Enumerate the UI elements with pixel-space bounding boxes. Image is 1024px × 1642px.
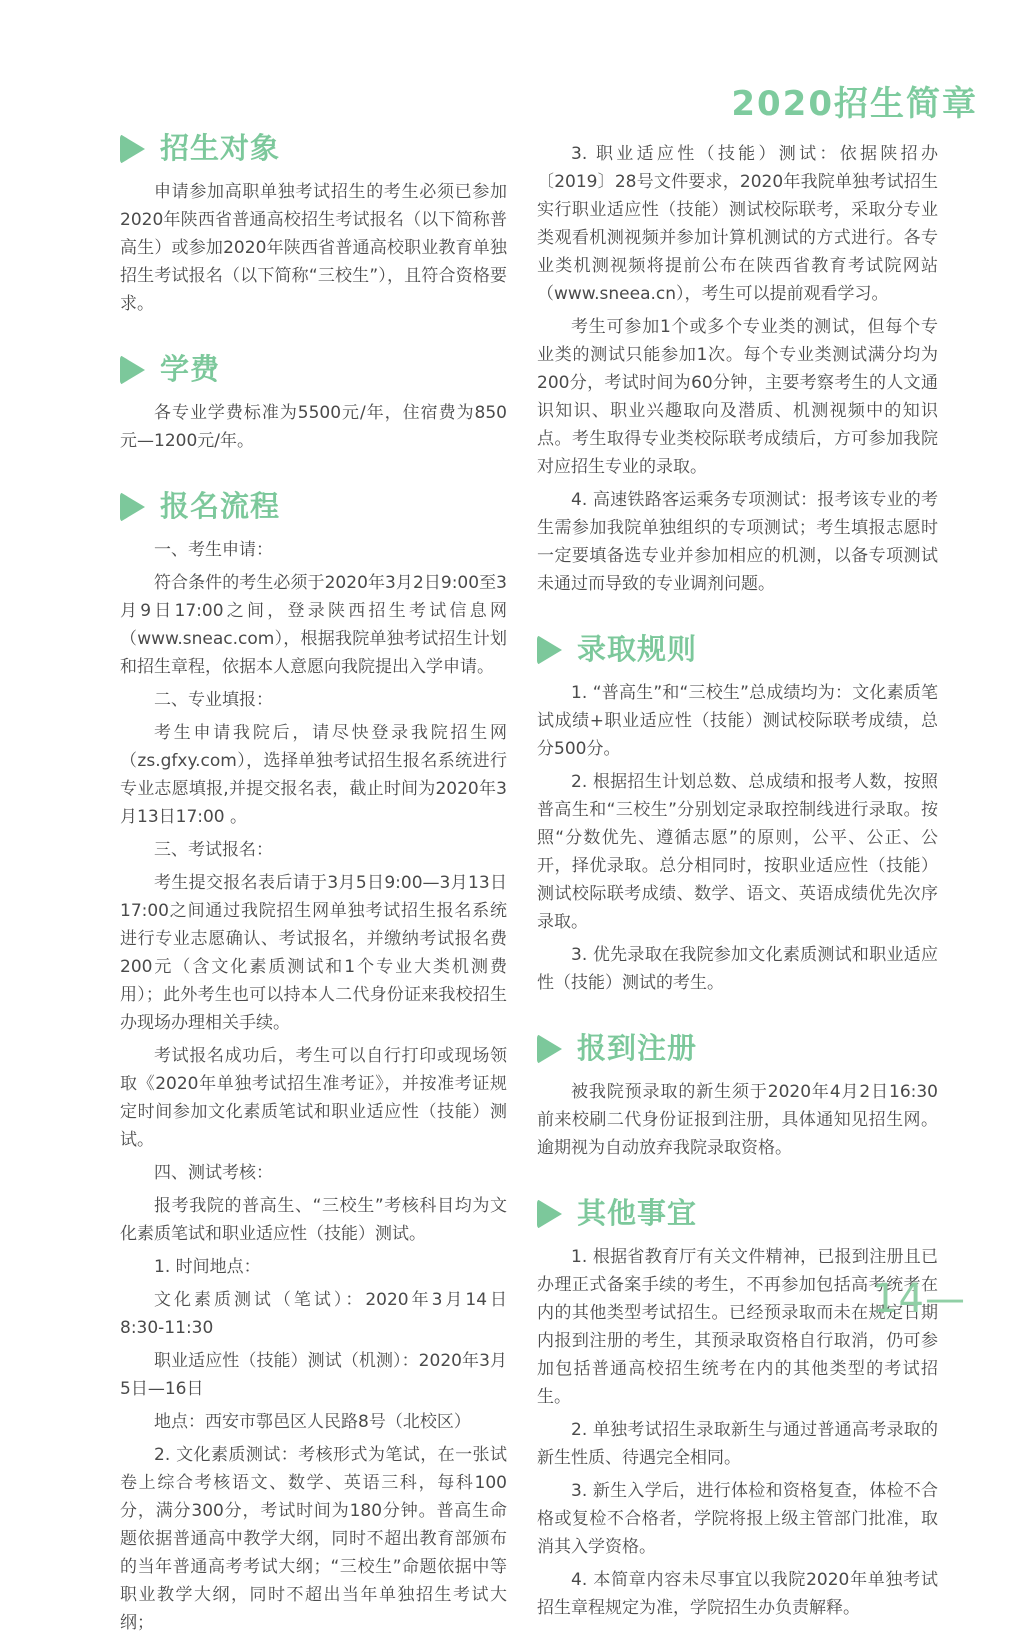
left-column — [120, 133, 507, 1642]
triangle-bullet-icon — [120, 355, 145, 385]
triangle-bullet-icon — [120, 134, 145, 164]
paragraph: 考生申请我院后，请尽快登录我院招生网（zs.gfxy.com），选择单独考试招生报名系统进行专业志愿填报,并提交报名表，截止时间为2020年3月13日17:00 。 — [120, 722, 507, 827]
paragraph: 2. 单独考试招生录取新生与通过普通高考录取的新生性质、待遇完全相同。 — [537, 1419, 938, 1468]
paragraph: 申请参加高职单独考试招生的考生必须已参加2020年陕西省普通高校招生考试报名（以下简称普高生）或参加2020年陕西省普通高校职业教育单独招生考试报名（以下简称“三校生”），且符合资格要求。 — [120, 181, 507, 314]
section-heading-other-matters — [537, 1195, 938, 1230]
paragraph: 一、考生申请： — [154, 539, 273, 560]
paragraph: 四、测试考核： — [154, 1162, 273, 1183]
paragraph: 报考我院的普高生、“三校生”考核科目均为文化素质笔试和职业适应性（技能）测试。 — [120, 1195, 507, 1244]
paragraph: 职业适应性（技能）测试（机测）：2020年3月5日—16日 — [120, 1350, 507, 1399]
paragraph: 4. 高速铁路客运乘务专项测试：报考该专业的考生需参加我院单独组织的专项测试；考生填报志愿时一定要填备选专业并参加相应的机测，以备专项测试未通过而导致的专业调剂问题。 — [537, 490, 938, 594]
section-heading-admission-rules — [537, 634, 938, 666]
paragraph: 1. 时间地点： — [154, 1256, 261, 1277]
paragraph: 被我院预录取的新生须于2020年4月2日16:30前来校刷二代身份证报到注册，具体通知见招生网。逾期视为自动放弃我院录取资格。 — [537, 1081, 938, 1158]
paragraph: 考生提交报名表后请于3月5日9:00—3月13日17:00之间通过我院招生网单独考试招生报名系统进行专业志愿确认、考试报名，并缴纳考试报名费200元（含文化素质测试和1个专业大类机测费用）；此外考生也可以持本人二代身份证来我校招生办现场办理相关手续。 — [120, 872, 507, 1033]
section-title: 其他事宜 — [577, 1195, 698, 1230]
section-title: 报到注册 — [577, 1030, 698, 1065]
section-heading-checkin-registration — [537, 1030, 938, 1065]
paragraph: 考生可参加1个或多个专业类的测试，但每个专业类的测试只能参加1次。每个专业类测试满分均为200分，考试时间为60分钟，主要考察考生的人文通识知识、职业兴趣取向及潜质、机测视频中的知识点。考生取得专业类校际联考成绩后，方可参加我院对应招生专业的录取。 — [537, 317, 938, 477]
right-column — [537, 133, 938, 1642]
paragraph: 3. 优先录取在我院参加文化素质测试和职业适应性（技能）测试的考生。 — [537, 944, 938, 993]
paragraph: 文化素质测试（笔试）：2020年3月14日 8:30-11:30 — [120, 1289, 507, 1338]
paragraph: 三、考试报名： — [154, 839, 273, 860]
page-number: 14— — [872, 1276, 966, 1322]
paragraph: 2. 文化素质测试：考核形式为笔试，在一张试卷上综合考核语文、数学、英语三科，每科100分，满分300分，考试时间为180分钟。普高生命题依据普通高中教学大纲，同时不超出教育部颁布的当年普通高考考试大纲；“三校生”命题依据中等职业教学大纲，同时不超出当年单独招生考试大纲； — [120, 1444, 507, 1633]
triangle-bullet-icon — [537, 635, 562, 665]
paragraph: 3. 职业适应性（技能）测试：依据陕招办〔2019〕28号文件要求，2020年我院单独考试招生实行职业适应性（技能）测试校际联考，采取分专业类观看机测视频并参加计算机测试的方式进行。各专业类机测视频将提前公布在陕西省教育考试院网站（www.sneea.cn），考生可以提前观看学习。 — [537, 144, 938, 304]
paragraph: 地点：西安市鄠邑区人民路8号（北校区） — [154, 1411, 471, 1432]
paragraph: 各专业学费标准为5500元/年，住宿费为850元—1200元/年。 — [120, 402, 507, 451]
section-heading-tuition — [120, 351, 507, 386]
page-title: 2020招生简章 — [731, 84, 978, 124]
paragraph: 1. “普高生”和“三校生”总成绩均为：文化素质笔试成绩+职业适应性（技能）测试校际联考成绩，总分500分。 — [537, 682, 938, 759]
triangle-bullet-icon — [120, 492, 145, 522]
paragraph: 考试报名成功后，考生可以自行打印或现场领取《2020年单独考试招生准考证》，并按准考证规定时间参加文化素质笔试和职业适应性（技能）测试。 — [120, 1045, 507, 1150]
section-title: 录取规则 — [577, 632, 698, 666]
paragraph: 符合条件的考生必须于2020年3月2日9:00至3月9日17:00之间，登录陕西招生考试信息网（www.sneac.com），根据我院单独考试招生计划和招生章程，依据本人意愿向我院提出入学申请。 — [120, 572, 507, 677]
section-heading-registration-process — [120, 488, 507, 523]
paragraph: 2. 根据招生计划总数、总成绩和报考人数，按照普高生和“三校生”分别划定录取控制线进行录取。按照“分数优先、遵循志愿”的原则，公平、公正、公开，择优录取。总分相同时，按职业适应性（技能）测试校际联考成绩、数学、语文、英语成绩优先次序录取。 — [537, 771, 938, 932]
paragraph: 4. 本简章内容未尽事宜以我院2020年单独考试招生章程规定为准，学院招生办负责解释。 — [537, 1569, 938, 1618]
section-title: 学费 — [160, 351, 221, 386]
section-title: 报名流程 — [160, 488, 281, 523]
content-columns — [120, 133, 938, 1642]
section-heading-admission-target — [120, 133, 507, 165]
triangle-bullet-icon — [537, 1199, 562, 1229]
triangle-bullet-icon — [537, 1034, 562, 1064]
paragraph: 二、专业填报： — [154, 689, 273, 710]
section-title: 招生对象 — [160, 131, 281, 165]
paragraph: 1. 根据省教育厅有关文件精神，已报到注册且已办理正式备案手续的考生，不再参加包括高考统考在内的其他类型考试招生。已经预录取而未在规定日期内报到注册的考生，其预录取资格自行取消，仍可参加包括普通高校招生统考在内的其他类型的考试招生。 — [537, 1246, 938, 1407]
paragraph: 3. 新生入学后，进行体检和资格复查，体检不合格或复检不合格者，学院将报上级主管部门批准，取消其入学资格。 — [537, 1480, 938, 1557]
